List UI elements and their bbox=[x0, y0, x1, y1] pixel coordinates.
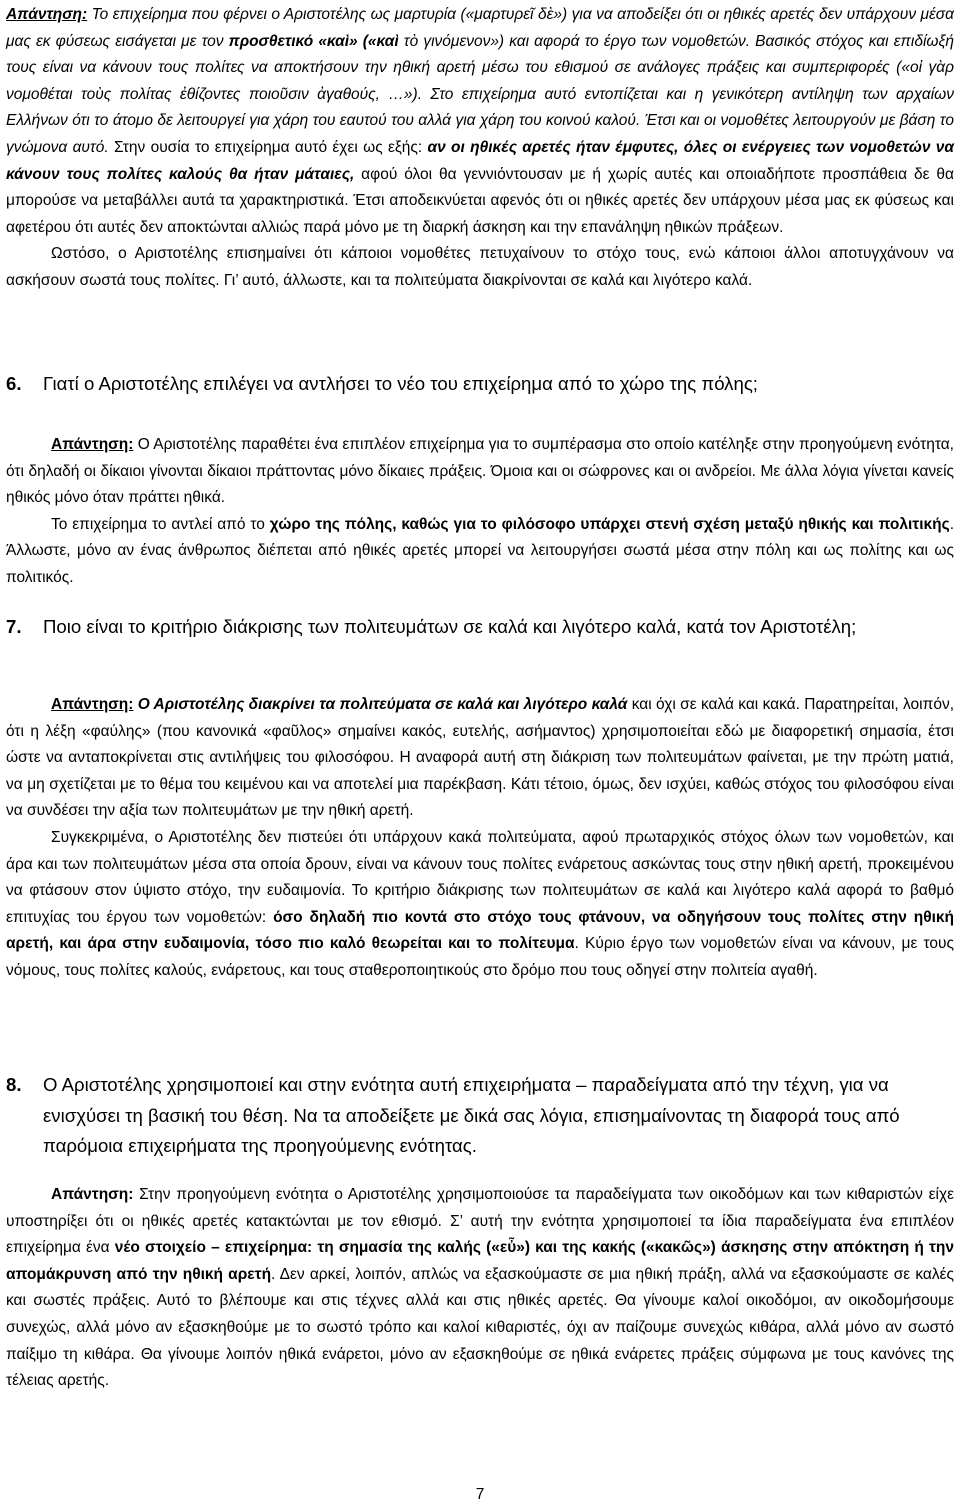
answer-8-paragraph-1: Απάντηση: Στην προηγούμενη ενότητα ο Αριστοτέλης χρησιμοποιούσε τα παραδείγματα των οικοδόμων και των κιθαριστών είχε υποστηρίξει ότι οι ηθικές αρετές κατακτώνται με τον εθισμό. Σ’ αυτή την ενότητα χρησιμοποιεί τα ίδια παραδείγματα ένα επιπλέον επιχείρημα ένα νέο στοιχείο – επιχείρημα: τη σημασία της καλής («εὖ») και της κακής («κακῶς») άσκησης στην απόκτηση ή την απομάκρυνση από την ηθική αρετή. Δεν αρκεί, λοιπόν, απλώς να εξασκούμαστε σε μια ηθική πράξη, αλλά να εξασκούμαστε σε καλές και σωστές πράξεις. Αυτό το βλέπουμε και στις τέχνες αλλά και στις ηθικές αρετές. Θα γίνουμε καλοί οικοδόμοι, αν οικοδομήσουμε συνεχώς, αλλά μόνο αν εξασκηθούμε με το σωστό τρόπο και καλοί κιθαριστές, όχι αν παίζουμε συνεχώς κιθάρα, αλλά μόνο αν σωστό παίξιμο τη κιθάρα. Θα γίνουμε λοιπόν ηθικά ενάρετοι, μόνο αν εξασκηθούμε σε ηθικά ενάρετες πράξεις σύμφωνα με τους κανόνες της τέλειας αρετής. bbox=[6, 1186, 955, 1390]
question-6 bbox=[6, 369, 954, 400]
question-text: Γιατί ο Αριστοτέλης επιλέγει να αντλήσει το νέο του επιχείρημα από το χώρο της πόλης; bbox=[43, 373, 758, 394]
answer-6-paragraph-1: Απάντηση: Ο Αριστοτέλης παραθέτει ένα επιπλέον επιχείρημα για το συμπέρασμα στο οποίο κατέληξε στην προηγούμενη ενότητα, ότι δηλαδή οι δίκαιοι γίνονται δίκαιοι πράττοντας μόνο δίκαιες πράξεις. Όμοια και οι σώφρονες και οι ανδρείοι. Με άλλα λόγια γίνεται κανείς ηθικός μόνο όταν πράττει ηθικά. bbox=[6, 436, 954, 507]
question-8 bbox=[6, 1070, 954, 1162]
answer-label: Απάντηση: bbox=[6, 6, 88, 23]
question-number: 6. bbox=[6, 373, 22, 394]
answer-label: Απάντηση: bbox=[51, 436, 134, 453]
answer-label: Απάντηση: bbox=[51, 696, 134, 713]
question-number: 8. bbox=[6, 1074, 22, 1095]
page-number: 7 bbox=[475, 1486, 485, 1503]
answer-5-paragraph-2: Ωστόσο, ο Αριστοτέλης επισημαίνει ότι κάποιοι νομοθέτες πετυχαίνουν το στόχο τους, ενώ κάποιοι άλλοι αποτυγχάνουν να ασκήσουν σωστά τους πολίτες. Γι’ αυτό, άλλωστε, και τα πολιτεύματα διακρίνονται σε καλά και λιγότερο καλά. bbox=[6, 245, 954, 289]
answer-5-paragraph-1: Απάντηση: Το επιχείρημα που φέρνει ο Αριστοτέλης ως μαρτυρία («μαρτυρεῖ δὲ») για να αποδείξει ότι οι ηθικές αρετές δεν υπάρχουν μέσα μας εκ φύσεως εισάγεται με τον προσθετικό «καὶ» («καὶ τὸ γινόμενον») και αφορά το έργο των νομοθετών. Βασικός στόχος και επιδίωξή τους είναι να κάνουν τους πολίτες να αποκτήσουν την ηθική αρετή μέσω του εθισμού σε ανάλογες πράξεις και συμπεριφορές («οἱ γὰρ νομοθέται τοὺς πολίτας ἐθίζοντες ποιοῦσιν ἀγαθούς, …»). Στο επιχείρημα αυτό εντοπίζεται και η γενικότερη αντίληψη των αρχαίων Ελλήνων ότι το άτομο δε λειτουργεί για χάρη του εαυτού του αλλά για χάρη του κοινού καλού. Έτσι και οι νομοθέτες λειτουργούν με βάση το γνώμονα αυτό. Στην ουσία το επιχείρημα αυτό έχει ως εξής: αν οι ηθικές αρετές ήταν έμφυτες, όλες οι ενέργειες των νομοθετών να κάνουν τους πολίτες καλούς θα ήταν μάταιες, αφού όλοι θα γεννιόντουσαν με ή χωρίς αυτές και οποιαδήποτε προσπάθεια δε θα μπορούσε να μεταβάλλει αυτά τα χαρακτηριστικά. Έτσι αποδεικνύεται αφενός ότι οι ηθικές αρετές δεν υπάρχουν μέσα μας εκ φύσεως και αφετέρου ότι αυτές δεν αποκτώνται αλλιώς παρά μόνο με τη διαρκή άσκηση και την επανάληψη ηθικών πράξεων. bbox=[6, 6, 954, 236]
question-text: Ο Αριστοτέλης χρησιμοποιεί και στην ενότητα αυτή επιχειρήματα – παραδείγματα από την τέχνη, για να ενισχύσει τη βασική του θέση. Να τα αποδείξετε με δικά σας λόγια, επισημαίνοντας τη διαφορά τους από παρόμοια επιχειρήματα της προηγούμενης ενότητας. bbox=[43, 1074, 900, 1156]
answer-8-section bbox=[6, 1182, 954, 1395]
answer-7-paragraph-1: Απάντηση: Ο Αριστοτέλης διακρίνει τα πολιτεύματα σε καλά και λιγότερο καλά και όχι σε καλά και κακά. Παρατηρείται, λοιπόν, ότι η λέξη «φαύλης» (που κανονικά «φαῦλος» σημαίνει κακός, ευτελής, ασήμαντος) χρησιμοποιείται εδώ με διαφορετική σημασία, έτσι ώστε να ανταποκρίνεται στις αντιλήψεις του φιλοσόφου. Η αναφορά αυτή στη διάκριση των πολιτευμάτων φαίνεται, με την πρώτη ματιά, να μη σχετίζεται με το θέμα του κειμένου και να αποτελεί μια παρέκβαση. Κάτι τέτοιο, όμως, δεν ισχύει, καθώς στόχος του φιλοσόφου είναι να συνδέσει την αξία των πολιτευμάτων με την ηθική αρετή. bbox=[6, 696, 954, 820]
answer-label: Απάντηση: bbox=[51, 1186, 134, 1203]
answer-6-paragraph-2: Το επιχείρημα το αντλεί από το χώρο της πόλης, καθώς για το φιλόσοφο υπάρχει στενή σχέση μεταξύ ηθικής και πολιτικής. Άλλωστε, μόνο αν ένας άνθρωπος διέπεται από ηθικές αρετές μπορεί να λειτουργήσει σωστά μέσα στην πόλη και ως πολίτης και ως πολιτικός. bbox=[6, 515, 954, 586]
answer-7-section bbox=[6, 692, 954, 985]
answer-7-paragraph-2: Συγκεκριμένα, ο Αριστοτέλης δεν πιστεύει ότι υπάρχουν κακά πολιτεύματα, αφού πρωταρχικός στόχος όλων των νομοθετών, και άρα και των πολιτευμάτων μέσα στα οποία δρουν, είναι να κάνουν τους πολίτες ενάρετους ασκώντας τους στην ηθική αρετή, προκειμένου να φτάσουν στον ύψιστο στόχο, την ευδαιμονία. Το κριτήριο διάκρισης των πολιτευμάτων σε καλά και λιγότερο καλά αφορά το βαθμό επιτυχίας του έργου των νομοθετών: όσο δηλαδή πιο κοντά στο στόχο τους φτάνουν, να οδηγήσουν τους πολίτες στην ηθική αρετή, και άρα στην ευδαιμονία, τόσο πιο καλό θεωρείται και το πολίτευμα. Κύριο έργο των νομοθετών είναι να κάνουν, με τους νόμους, τους πολίτες καλούς, ενάρετους, και τους σταθεροποιητικούς στο δρόμο που τους οδηγεί στην πολιτεία αγαθή. bbox=[6, 828, 954, 979]
question-7 bbox=[6, 612, 954, 643]
question-number: 7. bbox=[6, 616, 22, 637]
answer-6-section bbox=[6, 432, 954, 592]
answer-5-section bbox=[6, 2, 954, 295]
question-text: Ποιο είναι το κριτήριο διάκρισης των πολιτευμάτων σε καλά και λιγότερο καλά, κατά τον Αριστοτέλη; bbox=[43, 616, 857, 637]
